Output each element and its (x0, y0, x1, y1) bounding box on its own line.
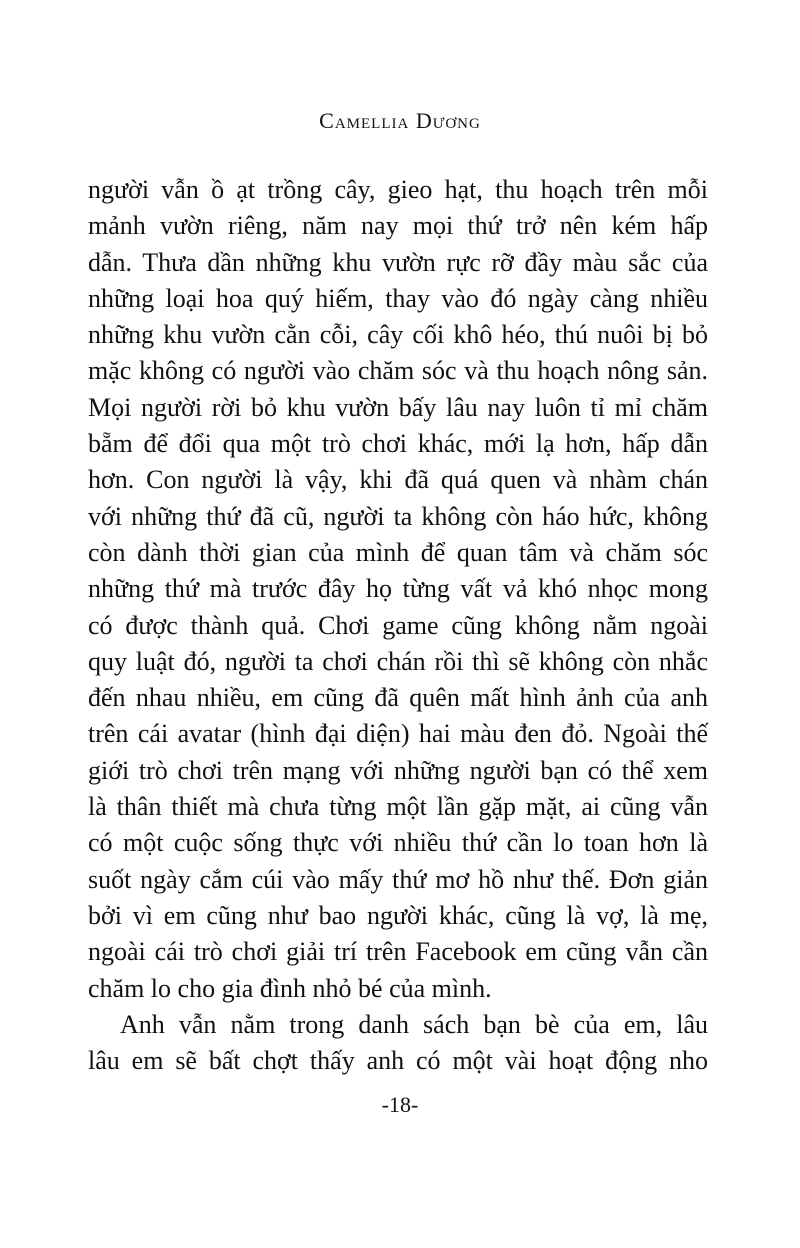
text-line: người vẫn ồ ạt trồng cây, gieo hạt, thu hoạch trên mỗi (88, 175, 708, 204)
text-line: bẵm để đổi qua một trò chơi khác, mới lạ hơn, hấp dẫn (88, 429, 708, 459)
paragraph (88, 172, 708, 1007)
paragraph (88, 1007, 708, 1080)
text-line: bởi vì em cũng như bao người khác, cũng là vợ, là mẹ, (88, 900, 708, 930)
text-line: mảnh vườn riêng, năm nay mọi thứ trở nên kém hấp (88, 211, 708, 241)
text-line: lâu em sẽ bất chợt thấy anh có một vài hoạt động nho (88, 1046, 708, 1076)
text-line: suốt ngày cắm cúi vào mấy thứ mơ hồ như thế. Đơn giản (88, 864, 708, 894)
text-line: hơn. Con người là vậy, khi đã quá quen và nhàm chán (88, 465, 708, 495)
text-line: còn dành thời gian của mình để quan tâm và chăm sóc (88, 537, 708, 567)
text-line: là thân thiết mà chưa từng một lần gặp mặt, ai cũng vẫn (88, 792, 708, 822)
text-line: những thứ mà trước đây họ từng vất vả khó nhọc mong (88, 574, 708, 604)
text-line: có một cuộc sống thực với nhiều thứ cần lo toan hơn là (88, 828, 708, 858)
page-body (88, 172, 708, 1079)
text-line: trên cái avatar (hình đại diện) hai màu đen đỏ. Ngoài thế (88, 719, 708, 749)
text-line: những loại hoa quý hiếm, thay vào đó ngày càng nhiều (88, 283, 708, 313)
text-line: những khu vườn cằn cỗi, cây cối khô héo, thú nuôi bị bỏ (88, 320, 708, 350)
text-line: Mọi người rời bỏ khu vườn bấy lâu nay luôn tỉ mỉ chăm (88, 392, 708, 422)
text-line: đến nhau nhiều, em cũng đã quên mất hình ảnh của anh (88, 683, 708, 713)
text-line: chăm lo cho gia đình nhỏ bé của mình. (88, 973, 492, 1003)
running-header: Camellia Dương (319, 108, 481, 133)
text-line: dẫn. Thưa dần những khu vườn rực rỡ đầy màu sắc của (88, 247, 708, 277)
page-number: -18- (381, 1092, 419, 1117)
text-line: Anh vẫn nằm trong danh sách bạn bè của em, lâu (120, 1009, 708, 1039)
text-line: mặc không có người vào chăm sóc và thu hoạch nông sản. (88, 356, 708, 386)
text-line: ngoài cái trò chơi giải trí trên Facebook em cũng vẫn cần (88, 937, 708, 967)
text-line: giới trò chơi trên mạng với những người bạn có thể xem (88, 755, 708, 785)
text-line: có được thành quả. Chơi game cũng không nằm ngoài (88, 610, 708, 640)
text-line: quy luật đó, người ta chơi chán rồi thì sẽ không còn nhắc (88, 646, 708, 676)
text-line: với những thứ đã cũ, người ta không còn háo hức, không (88, 501, 708, 531)
